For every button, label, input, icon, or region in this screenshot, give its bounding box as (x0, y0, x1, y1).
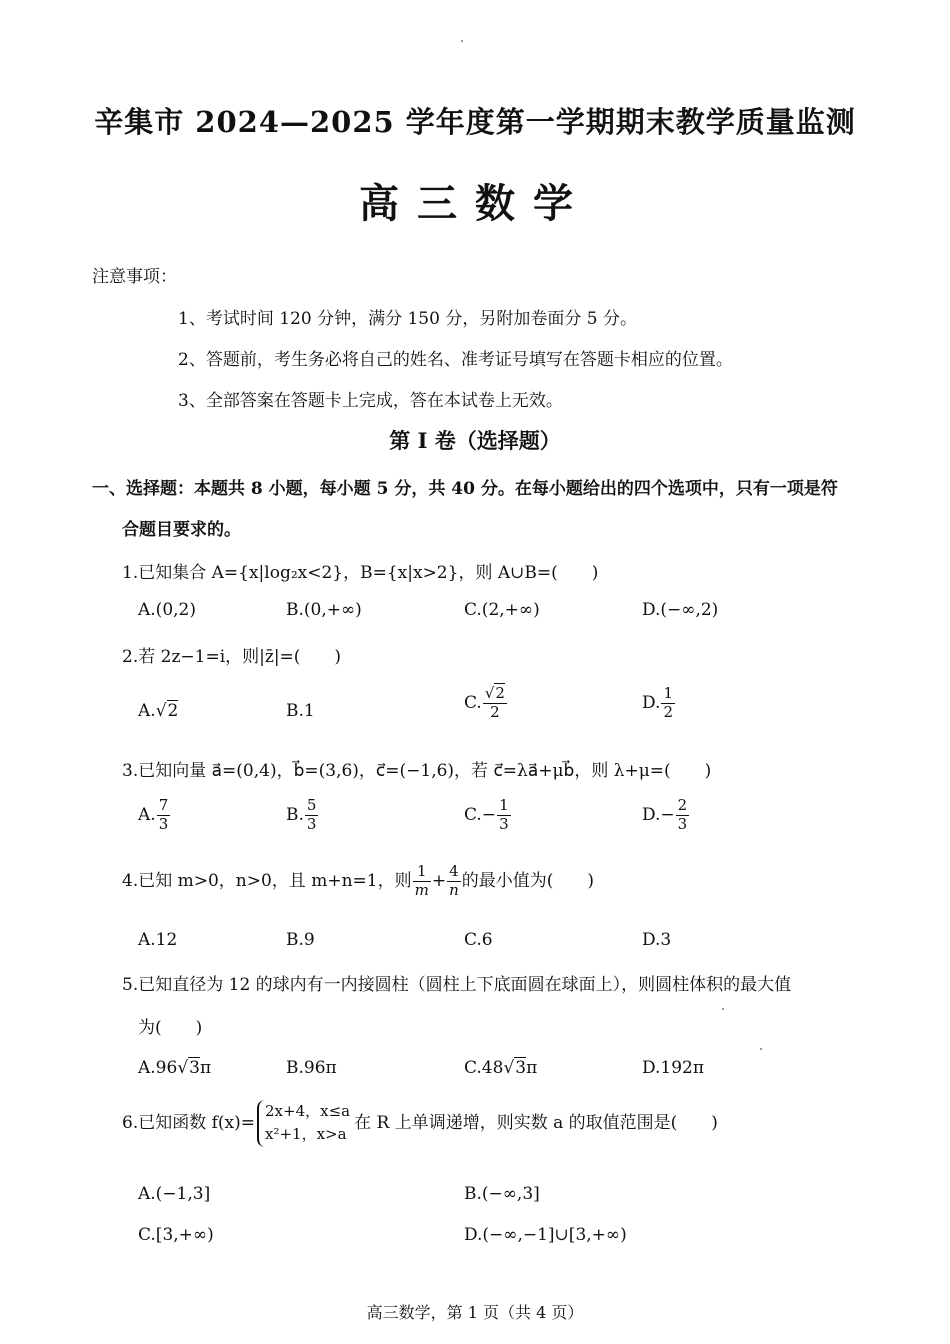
fraction-denominator: n (449, 880, 459, 899)
fraction-numerator: 7 (158, 796, 169, 814)
question-5-stem-cont: 为( ) (138, 1018, 203, 1038)
q3-option-a (138, 798, 171, 833)
question-3-stem: 3.已知向量 a⃗=(0,4)，b⃗=(3,6)，c⃗=(−1,6)，若 c⃗=λa⃗+μb⃗，则 λ+μ=( ) (122, 761, 712, 781)
q4-option-d: D.3 (642, 930, 672, 950)
section-instruction: 合题目要求的。 (122, 520, 241, 540)
piecewise-case: x²+1，x>a (265, 1125, 347, 1144)
q6-option-a: A.(−1,3] (138, 1184, 211, 1204)
q5-option-b: B.96π (286, 1058, 337, 1078)
fraction (661, 686, 675, 721)
scan-speck (722, 1008, 724, 1010)
section-instruction: 一、选择题：本题共 8 小题，每小题 5 分，共 40 分。在每小题给出的四个选项中，只有一项是符 (92, 479, 838, 499)
q2-option-b: B.1 (286, 701, 315, 721)
fraction-numerator: 2 (495, 684, 505, 702)
q1-option-a: A.(0,2) (138, 600, 196, 620)
fraction (305, 798, 319, 833)
option-letter: D. (642, 692, 661, 713)
pi-symbol: π (526, 1058, 538, 1078)
section-title: 第 I 卷（选择题） (389, 428, 561, 453)
option-letter: A. (138, 804, 156, 825)
fraction-denominator: 2 (490, 702, 500, 721)
notice-heading: 注意事项： (92, 267, 177, 287)
q1-option-b: B.(0,+∞) (286, 600, 362, 620)
question-4-stem (122, 864, 594, 899)
fraction-denominator: m (414, 880, 429, 899)
stem-text: 4.已知 m>0，n>0，且 m+n=1，则 (122, 870, 412, 891)
scan-speck (760, 1048, 762, 1050)
option-text: A.96 (138, 1058, 178, 1078)
q4-option-c: C.6 (464, 930, 493, 950)
fraction-denominator: 3 (677, 814, 688, 833)
fraction (413, 864, 431, 899)
fraction-numerator: 4 (447, 864, 461, 882)
fraction-denominator: 2 (663, 702, 673, 721)
q5-option-c: C.48√3π (464, 1058, 538, 1078)
notice-item: 2、答题前，考生务必将自己的姓名、准考证号填写在答题卡相应的位置。 (178, 350, 733, 370)
fraction-numerator: 1 (663, 684, 673, 702)
question-6-stem (122, 1100, 718, 1147)
q1-option-d: D.(−∞,2) (642, 600, 719, 620)
q3-option-c (464, 798, 512, 833)
q6-option-b: B.(−∞,3] (464, 1184, 540, 1204)
question-1-stem: 1.已知集合 A={x|log₂x<2}，B={x|x>2}，则 A∪B=( ) (122, 563, 599, 583)
stem-text: 的最小值为( ) (461, 870, 595, 891)
option-letter: A. (138, 701, 156, 721)
q2-option-a: A.√2 (138, 701, 179, 721)
piecewise-brace (257, 1100, 350, 1147)
fraction-denominator: 3 (306, 814, 317, 833)
radicand: 3 (515, 1058, 527, 1078)
fraction: $\frac{√2}{2}$ (484, 684, 505, 721)
fraction (157, 798, 171, 833)
stem-text: 在 R 上单调递增，则实数 a 的取值范围是( ) (354, 1112, 718, 1133)
option-letter: C.− (464, 804, 497, 825)
q2-option-d (642, 686, 676, 721)
fraction-numerator: 2 (677, 796, 688, 814)
fraction-denominator: 3 (158, 814, 169, 833)
fraction-denominator: 3 (499, 814, 509, 833)
option-text: C.48 (464, 1058, 504, 1078)
option-letter: C. (464, 692, 482, 713)
piecewise-case: 2x+4，x≤a (265, 1102, 351, 1120)
fraction-numerator: 1 (499, 796, 509, 814)
q3-option-b (286, 798, 319, 833)
fraction-numerator: 5 (306, 796, 317, 814)
fraction (447, 864, 461, 899)
plus-sign: + (431, 870, 447, 891)
exam-title: 辛集市 2024—2025 学年度第一学期期末教学质量监测 (94, 105, 856, 139)
q5-option-a: A.96√3π (138, 1058, 212, 1078)
q4-option-b: B.9 (286, 930, 315, 950)
question-2-stem: 2.若 2z−1=i，则|z̄|=( ) (122, 647, 342, 667)
q3-option-d (642, 798, 690, 833)
q6-option-d: D.(−∞,−1]∪[3,+∞) (464, 1225, 627, 1245)
fraction (497, 798, 511, 833)
pi-symbol: π (199, 1058, 212, 1078)
fraction-numerator: 1 (413, 864, 431, 882)
subject-title: 高三数学 (359, 180, 591, 227)
radicand: 2 (167, 701, 179, 721)
notice-item: 3、全部答案在答题卡上完成，答在本试卷上无效。 (178, 391, 563, 411)
q1-option-c: C.(2,+∞) (464, 600, 540, 620)
q4-option-a: A.12 (138, 930, 178, 950)
scan-speck (461, 40, 463, 42)
stem-text: 6.已知函数 f(x)= (122, 1112, 256, 1133)
page-footer: 高三数学，第 1 页（共 4 页） (366, 1303, 584, 1322)
q6-option-c: C.[3,+∞) (138, 1225, 214, 1245)
notice-item: 1、考试时间 120 分钟，满分 150 分，另附加卷面分 5 分。 (178, 309, 637, 329)
option-letter: D.− (642, 804, 675, 825)
q5-option-d: D.192π (642, 1058, 705, 1078)
fraction (676, 798, 690, 833)
radicand: 3 (189, 1058, 200, 1078)
question-5-stem: 5.已知直径为 12 的球内有一内接圆柱（圆柱上下底面圆在球面上），则圆柱体积的最大值 (122, 975, 792, 995)
q2-option-c (464, 686, 508, 721)
option-letter: B. (286, 804, 304, 825)
